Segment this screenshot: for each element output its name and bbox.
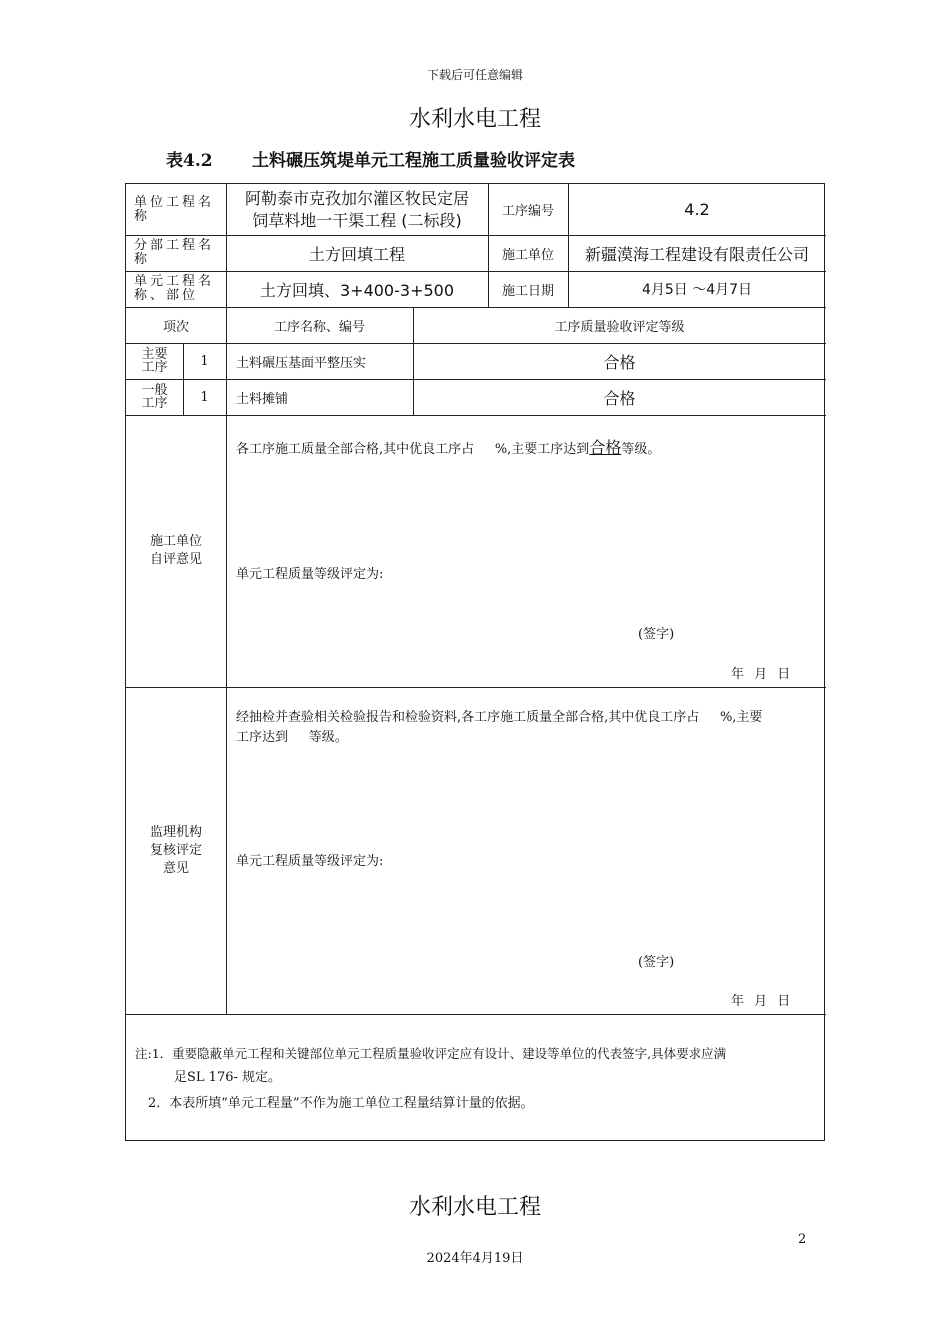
unit-project-label: 单位工程名称: [134, 194, 215, 224]
note-2: 2．本表所填”单元工程量”不作为施工单位工程量结算计量的依据。: [148, 1096, 534, 1111]
footer-title: 水利水电工程: [408, 1195, 541, 1220]
col-name-header: 工序名称、编号: [273, 319, 365, 335]
footer-date: 2024年4月19日: [426, 1251, 524, 1266]
evaluation-form: [125, 183, 825, 1141]
supervisor-element-grade-line: 单元工程质量等级评定为:: [236, 854, 384, 869]
date-value: 4月5日 ～4月7日: [641, 282, 753, 298]
supervisor-opinion-label: 监理机构复核评定意见: [149, 824, 202, 876]
supervisor-opinion-text-d: 等级。: [308, 730, 348, 745]
page-number: 2: [798, 1232, 807, 1247]
unit-project-value-line1: 阿勒泰市克孜加尔灌区牧民定居: [244, 188, 469, 208]
contractor-label: 施工单位: [501, 247, 554, 263]
contractor-value: 新疆漠海工程建设有限责任公司: [584, 244, 809, 264]
division-value: 土方回填工程: [308, 244, 405, 264]
contractor-opinion-text-a: 各工序施工质量全部合格,其中优良工序占: [236, 442, 475, 457]
contractor-sign-date: 年 月 日: [731, 667, 791, 682]
note-1-cont: 足SL 176- 规定。: [174, 1070, 282, 1085]
table-row-name: 土料碾压基面平整压实: [236, 355, 367, 371]
col-grade-header: 工序质量验收评定等级: [554, 319, 685, 335]
contractor-element-grade-line: 单元工程质量等级评定为:: [236, 567, 384, 582]
table-number: 表4.2: [166, 151, 213, 171]
element-label: 单元工程名称、部位: [134, 274, 215, 303]
contractor-opinion-label: 施工单位自评意见: [149, 534, 202, 567]
division-label: 分部工程名称: [134, 238, 215, 267]
date-label: 施工日期: [501, 283, 554, 299]
supervisor-opinion-line1-cont: [236, 728, 348, 748]
table-row-no: 1: [200, 389, 209, 405]
supervisor-opinion-text-c: 工序达到: [236, 730, 289, 745]
contractor-sign: (签字): [638, 627, 675, 642]
supervisor-sign-date: 年 月 日: [731, 994, 791, 1009]
table-row-name: 土料摊铺: [236, 391, 289, 407]
process-no-value: 4.2: [684, 200, 710, 219]
table-row-grade: 合格: [603, 388, 636, 408]
top-note: 下载后可任意编辑: [426, 68, 523, 82]
table-row-no: 1: [200, 353, 209, 369]
unit-project-value: [226, 184, 488, 235]
note-1: 注:1．重要隐蔽单元工程和关键部位单元工程质量验收评定应有设计、建设等单位的代表签字,具体要求应满: [135, 1046, 727, 1061]
supervisor-sign: (签字): [638, 955, 675, 970]
supervisor-opinion-text-a: 经抽检并查验相关检验报告和检验资料,各工序施工质量全部合格,其中优良工序占: [236, 710, 700, 725]
process-no-label: 工序编号: [501, 204, 554, 219]
table-row-type: 主要工序: [141, 347, 168, 375]
contractor-opinion-text-b: %,主要工序达到: [494, 442, 590, 457]
supervisor-opinion-line1: [236, 708, 762, 728]
contractor-opinion-text-c: 等级。: [621, 442, 661, 457]
col-item-header: 项次: [162, 319, 189, 335]
header-title: 水利水电工程: [408, 107, 541, 132]
table-row-grade: 合格: [603, 352, 636, 372]
table-row-type: 一般工序: [141, 383, 168, 411]
contractor-grade: 合格: [589, 438, 622, 457]
element-value: 土方回填、3+400-3+500: [259, 280, 455, 300]
supervisor-opinion-text-b: %,主要: [719, 710, 763, 725]
contractor-opinion-line1: [236, 438, 660, 460]
unit-project-value-line2: 饲草料地一干渠工程 (二标段): [252, 210, 462, 230]
table-name: 土料碾压筑堤单元工程施工质量验收评定表: [252, 151, 575, 171]
